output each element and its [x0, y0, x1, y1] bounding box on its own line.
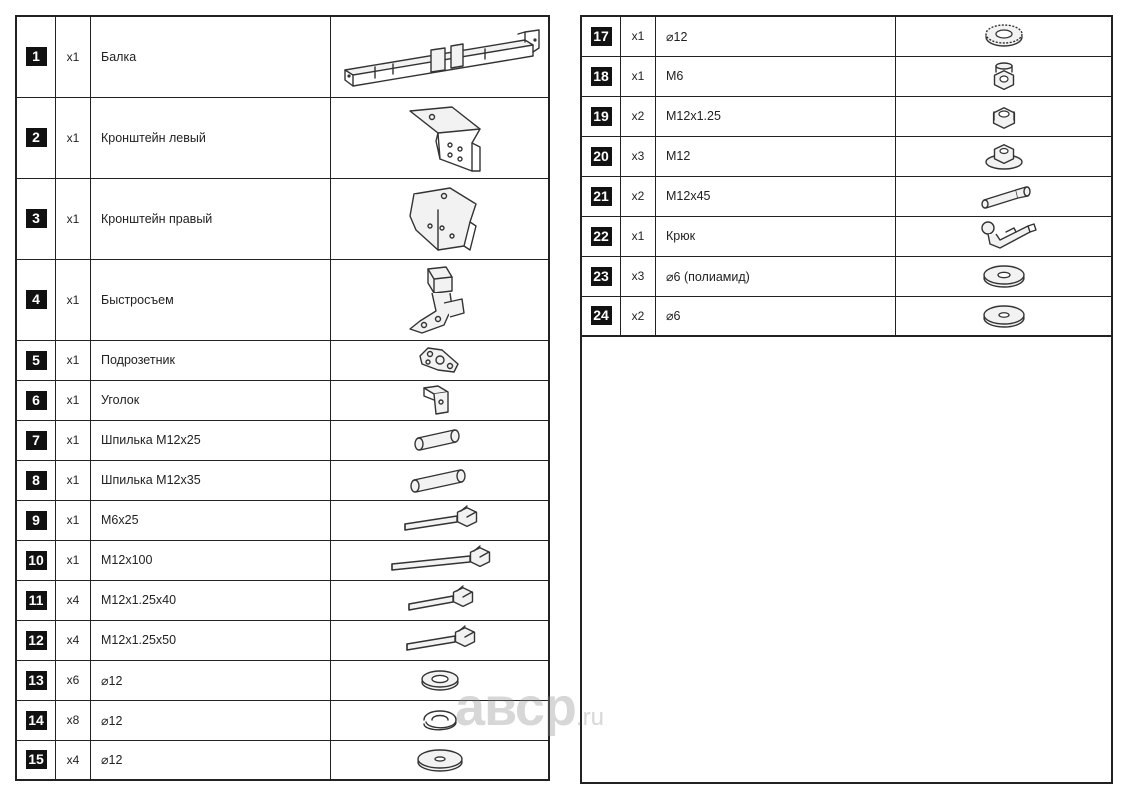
part-illustration-cell: [331, 700, 550, 740]
part-number-cell: [581, 296, 621, 336]
part-illustration-cell: [331, 259, 550, 340]
watermark-main: авср: [455, 677, 576, 737]
part-row: [581, 56, 1112, 96]
watermark-tld: .ru: [575, 704, 604, 731]
part-name: M12x45: [656, 176, 896, 216]
parts-table-right: [580, 15, 1113, 337]
part-number-cell: [16, 540, 56, 580]
part-name: Подрозетник: [91, 340, 331, 380]
part-number-badge: 9: [26, 511, 47, 530]
part-number-badge: 18: [591, 67, 612, 86]
part-illustration-cell: [331, 660, 550, 700]
part-number-badge: 19: [591, 107, 612, 126]
part-illustration-cell: [896, 256, 1113, 296]
part-name: Балка: [91, 16, 331, 97]
part-illustration-cell: [896, 16, 1113, 56]
part-row: [16, 620, 549, 660]
part-row: [16, 16, 549, 97]
part-name: ⌀6: [656, 296, 896, 336]
part-illustration-cell: [896, 96, 1113, 136]
hex-nut-icon: [896, 98, 1111, 134]
part-illustration-cell: [331, 460, 550, 500]
part-number-badge: 21: [591, 187, 612, 206]
part-number-badge: 2: [26, 128, 47, 147]
part-number-badge: 5: [26, 351, 47, 370]
bolt-50-icon: [331, 622, 548, 658]
part-number-badge: 17: [591, 27, 612, 46]
part-quantity: x4: [56, 580, 91, 620]
part-illustration-cell: [331, 620, 550, 660]
part-number-cell: [16, 97, 56, 178]
part-quantity: x4: [56, 740, 91, 780]
part-row: [581, 136, 1112, 176]
part-quantity: x1: [56, 259, 91, 340]
part-number-badge: 3: [26, 209, 47, 228]
part-quantity: x1: [56, 380, 91, 420]
part-row: [581, 256, 1112, 296]
part-row: [581, 16, 1112, 56]
beam-icon: [331, 20, 548, 94]
part-number-cell: [16, 178, 56, 259]
part-quantity: x1: [56, 540, 91, 580]
part-name: Кронштейн левый: [91, 97, 331, 178]
part-number-cell: [16, 700, 56, 740]
part-number-cell: [16, 259, 56, 340]
part-number-cell: [16, 420, 56, 460]
part-name: ⌀12: [91, 660, 331, 700]
part-illustration-cell: [896, 176, 1113, 216]
bolt-m6-icon: [331, 502, 548, 538]
part-quantity: x1: [56, 178, 91, 259]
part-quantity: x1: [56, 460, 91, 500]
part-illustration-cell: [896, 56, 1113, 96]
part-quantity: x1: [621, 56, 656, 96]
part-name: ⌀12: [91, 700, 331, 740]
part-illustration-cell: [331, 380, 550, 420]
part-number-cell: [16, 580, 56, 620]
part-row: [16, 420, 549, 460]
part-name: Крюк: [656, 216, 896, 256]
spacer-long-icon: [331, 462, 548, 498]
part-name: M12: [656, 136, 896, 176]
washer-wide-icon: [331, 742, 548, 778]
part-row: [16, 259, 549, 340]
lock-washer-icon: [896, 18, 1111, 54]
part-number-badge: 1: [26, 47, 47, 66]
part-quantity: x1: [56, 340, 91, 380]
part-illustration-cell: [331, 740, 550, 780]
part-name: Уголок: [91, 380, 331, 420]
part-quantity: x1: [621, 216, 656, 256]
part-quantity: x6: [56, 660, 91, 700]
part-row: [16, 380, 549, 420]
part-row: [16, 500, 549, 540]
part-illustration-cell: [331, 420, 550, 460]
washer-flat-icon: [331, 662, 548, 698]
part-number-cell: [581, 16, 621, 56]
part-number-cell: [16, 500, 56, 540]
part-quantity: x1: [621, 16, 656, 56]
part-illustration-cell: [331, 16, 550, 97]
spring-washer-icon: [331, 702, 548, 738]
part-number-badge: 23: [591, 267, 612, 286]
part-number-badge: 4: [26, 290, 47, 309]
bracket-right-icon: [331, 182, 548, 256]
part-number-badge: 14: [26, 711, 47, 730]
part-number-badge: 8: [26, 471, 47, 490]
part-quantity: x3: [621, 256, 656, 296]
part-name: ⌀12: [656, 16, 896, 56]
part-illustration-cell: [331, 540, 550, 580]
right-empty-area: [580, 337, 1113, 784]
part-number-cell: [581, 136, 621, 176]
part-number-cell: [581, 256, 621, 296]
part-row: [581, 216, 1112, 256]
part-quantity: x4: [56, 620, 91, 660]
part-name: Кронштейн правый: [91, 178, 331, 259]
part-number-cell: [16, 380, 56, 420]
part-name: ⌀6 (полиамид): [656, 256, 896, 296]
bracket-left-icon: [331, 101, 548, 175]
bolt-40-icon: [331, 582, 548, 618]
part-quantity: x1: [56, 16, 91, 97]
part-quantity: x1: [56, 420, 91, 460]
part-name: M12x1.25x40: [91, 580, 331, 620]
washer-polyamide-icon: [896, 258, 1111, 294]
bolt-long-icon: [331, 542, 548, 578]
angle-bracket-icon: [331, 382, 548, 418]
part-illustration-cell: [331, 580, 550, 620]
part-number-cell: [16, 16, 56, 97]
part-name: Шпилька M12x25: [91, 420, 331, 460]
part-number-cell: [16, 620, 56, 660]
part-row: [16, 580, 549, 620]
part-quantity: x1: [56, 97, 91, 178]
part-illustration-cell: [896, 136, 1113, 176]
part-number-badge: 24: [591, 306, 612, 325]
part-number-badge: 7: [26, 431, 47, 450]
part-row: [581, 176, 1112, 216]
part-illustration-cell: [896, 216, 1113, 256]
part-name: M6: [656, 56, 896, 96]
part-row: [16, 700, 549, 740]
part-name: M12x100: [91, 540, 331, 580]
parts-table-left: [15, 15, 550, 781]
washer-m6-icon: [896, 298, 1111, 334]
part-row: [16, 97, 549, 178]
part-illustration-cell: [896, 296, 1113, 336]
tow-ball-hook-icon: [896, 218, 1111, 254]
spacer-short-icon: [331, 422, 548, 458]
part-name: ⌀12: [91, 740, 331, 780]
part-number-cell: [581, 96, 621, 136]
part-number-badge: 20: [591, 147, 612, 166]
part-row: [581, 296, 1112, 336]
part-illustration-cell: [331, 340, 550, 380]
part-illustration-cell: [331, 178, 550, 259]
part-number-badge: 13: [26, 671, 47, 690]
part-number-cell: [581, 56, 621, 96]
part-name: M6x25: [91, 500, 331, 540]
part-number-badge: 11: [26, 591, 47, 610]
part-number-cell: [581, 216, 621, 256]
quick-release-icon: [331, 263, 548, 337]
part-number-cell: [16, 740, 56, 780]
part-name: Шпилька M12x35: [91, 460, 331, 500]
lock-nut-icon: [896, 58, 1111, 94]
part-row: [16, 178, 549, 259]
part-quantity: x2: [621, 296, 656, 336]
part-row: [581, 96, 1112, 136]
part-name: Быстросъем: [91, 259, 331, 340]
part-quantity: x3: [621, 136, 656, 176]
part-row: [16, 540, 549, 580]
socket-plate-icon: [331, 342, 548, 378]
part-illustration-cell: [331, 500, 550, 540]
part-quantity: x1: [56, 500, 91, 540]
part-number-badge: 12: [26, 631, 47, 650]
part-number-cell: [581, 176, 621, 216]
part-illustration-cell: [331, 97, 550, 178]
part-quantity: x8: [56, 700, 91, 740]
sleeve-icon: [896, 178, 1111, 214]
part-quantity: x2: [621, 96, 656, 136]
part-name: M12x1.25: [656, 96, 896, 136]
part-row: [16, 740, 549, 780]
flange-nut-icon: [896, 138, 1111, 174]
part-row: [16, 660, 549, 700]
part-number-badge: 10: [26, 551, 47, 570]
part-row: [16, 460, 549, 500]
part-number-cell: [16, 660, 56, 700]
part-number-cell: [16, 460, 56, 500]
part-name: M12x1.25x50: [91, 620, 331, 660]
part-number-badge: 22: [591, 227, 612, 246]
part-number-badge: 15: [26, 750, 47, 769]
part-number-badge: 6: [26, 391, 47, 410]
part-quantity: x2: [621, 176, 656, 216]
part-number-cell: [16, 340, 56, 380]
part-row: [16, 340, 549, 380]
